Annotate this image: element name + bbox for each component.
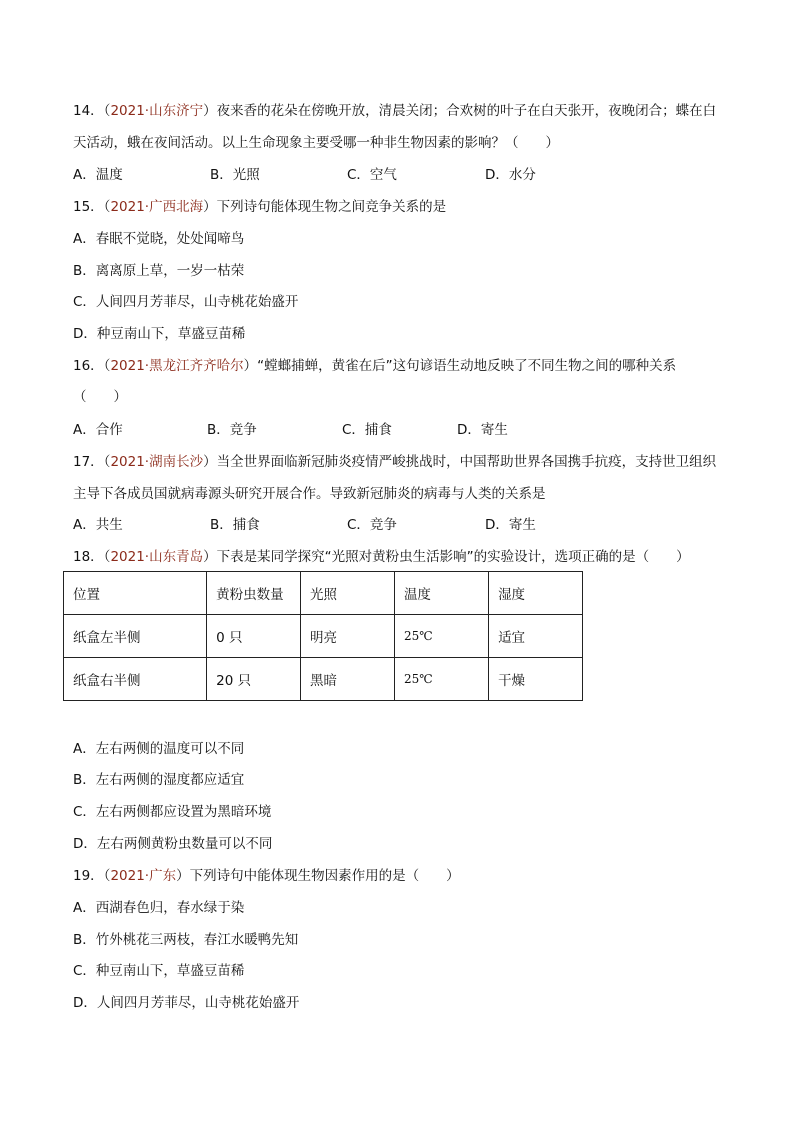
table-header-cell: 温度 <box>394 572 488 615</box>
table-row <box>64 658 583 701</box>
q18-option-d: D．左右两侧黄粉虫数量可以不同 <box>73 836 273 852</box>
table-cell: 25℃ <box>394 658 488 701</box>
q15-option-b: B．离离原上草，一岁一枯荣 <box>73 263 245 279</box>
q19-option-b: B．竹外桃花三两枝，春江水暖鸭先知 <box>73 932 299 948</box>
question-16-line-1 <box>73 356 676 376</box>
question-source: 2021·山东青岛 <box>110 549 204 565</box>
table-row <box>64 615 583 658</box>
question-text: ）下列诗句中能体现生物因素作用的是（ ） <box>176 868 460 884</box>
q16-option-d: D．寄生 <box>457 422 508 438</box>
q15-option-d: D．种豆南山下，草盛豆苗稀 <box>73 326 246 342</box>
table-header-row <box>64 572 583 615</box>
question-number: 16．（ <box>73 358 111 374</box>
question-source: 2021·黑龙江齐齐哈尔 <box>110 358 244 374</box>
question-number: 18．（ <box>73 549 111 565</box>
table-cell: 适宜 <box>489 615 583 658</box>
question-text: ）夜来香的花朵在傍晚开放，清晨关闭；合欢树的叶子在白天张开，夜晚闭合；蝶在白 <box>203 103 717 119</box>
q17-option-b: B．捕食 <box>210 517 260 533</box>
q15-option-c: C．人间四月芳菲尽，山寺桃花始盛开 <box>73 294 299 310</box>
table-cell: 黑暗 <box>301 658 395 701</box>
table-cell: 20 只 <box>207 658 301 701</box>
q14-option-b: B．光照 <box>210 167 260 183</box>
experiment-table <box>63 571 583 701</box>
q18-option-c: C．左右两侧都应设置为黑暗环境 <box>73 804 272 820</box>
question-text: ）“螳螂捕蝉，黄雀在后”这句谚语生动地反映了不同生物之间的哪种关系 <box>243 358 677 374</box>
question-source: 2021·广东 <box>110 868 177 884</box>
q19-option-a: A．西湖春色归，春水绿于染 <box>73 900 245 916</box>
question-text: ）当全世界面临新冠肺炎疫情严峻挑战时，中国帮助世界各国携手抗疫，支持世卫组织 <box>203 454 717 470</box>
question-number: 17．（ <box>73 454 111 470</box>
table-cell: 干燥 <box>489 658 583 701</box>
q14-option-a: A．温度 <box>73 167 123 183</box>
table-header-cell: 黄粉虫数量 <box>207 572 301 615</box>
question-18-stem <box>73 547 690 567</box>
table-header-cell: 光照 <box>301 572 395 615</box>
table-cell: 0 只 <box>207 615 301 658</box>
q19-option-d: D．人间四月芳菲尽，山寺桃花始盛开 <box>73 995 300 1011</box>
q18-option-a: A．左右两侧的温度可以不同 <box>73 741 245 757</box>
question-source: 2021·湖南长沙 <box>110 454 204 470</box>
q14-option-d: D．水分 <box>485 167 536 183</box>
q15-option-a: A．春眠不觉晓，处处闻啼鸟 <box>73 231 245 247</box>
q17-option-c: C．竞争 <box>347 517 397 533</box>
q17-option-a: A．共生 <box>73 517 123 533</box>
table-header-cell: 位置 <box>64 572 207 615</box>
question-source: 2021·山东济宁 <box>110 103 204 119</box>
q14-option-c: C．空气 <box>347 167 397 183</box>
question-17-line-1 <box>73 452 716 472</box>
table-cell: 纸盒左半侧 <box>64 615 207 658</box>
table-cell: 纸盒右半侧 <box>64 658 207 701</box>
q19-option-c: C．种豆南山下，草盛豆苗稀 <box>73 963 245 979</box>
question-14-line-1 <box>73 101 716 121</box>
q17-option-d: D．寄生 <box>485 517 536 533</box>
table-cell: 25℃ <box>394 615 488 658</box>
question-number: 19．（ <box>73 868 111 884</box>
question-15-stem <box>73 197 446 217</box>
question-14-line-2: 天活动，蛾在夜间活动。以上生命现象主要受哪一种非生物因素的影响？（ ） <box>73 135 559 151</box>
table-header-cell: 湿度 <box>489 572 583 615</box>
question-number: 14．（ <box>73 103 111 119</box>
q16-option-a: A．合作 <box>73 422 123 438</box>
question-17-line-2: 主导下各成员国就病毒源头研究开展合作。导致新冠肺炎的病毒与人类的关系是 <box>73 486 546 502</box>
question-19-stem <box>73 866 460 886</box>
q16-option-c: C．捕食 <box>342 422 392 438</box>
question-number: 15．（ <box>73 199 111 215</box>
question-source: 2021·广西北海 <box>110 199 204 215</box>
question-text: ）下表是某同学探究“光照对黄粉虫生活影响”的实验设计，选项正确的是（ ） <box>203 549 690 565</box>
question-16-line-2: （ ） <box>73 389 127 405</box>
table-cell: 明亮 <box>301 615 395 658</box>
q16-option-b: B．竞争 <box>207 422 257 438</box>
question-text: ）下列诗句能体现生物之间竞争关系的是 <box>203 199 447 215</box>
q18-option-b: B．左右两侧的湿度都应适宜 <box>73 772 245 788</box>
